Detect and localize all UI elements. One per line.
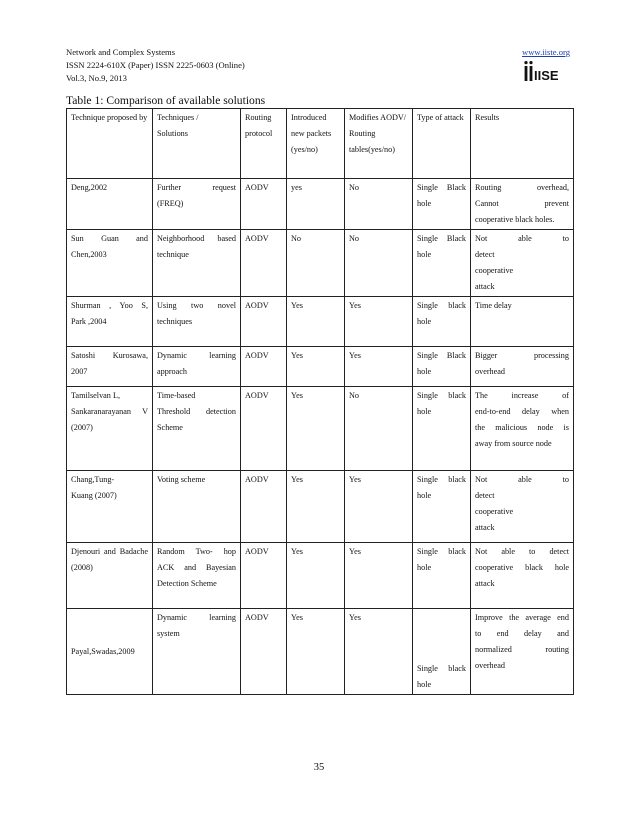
cell-text: hole: [417, 317, 432, 326]
cell-text: technique: [157, 250, 189, 259]
cell-text: Dynamic learning: [157, 613, 236, 622]
table-cell: [345, 347, 413, 387]
table-cell: [345, 297, 413, 347]
cell-text: Yes: [291, 475, 303, 484]
cell-text: Single black: [417, 547, 466, 556]
table-caption: Table 1: Comparison of available solutions: [66, 94, 266, 107]
cell-text: yes: [291, 183, 302, 192]
table-header-cell: [153, 109, 241, 179]
cell-text: Yes: [349, 301, 361, 310]
table-cell: [241, 543, 287, 609]
table-cell: [241, 347, 287, 387]
cell-text: the malicious node is: [475, 423, 569, 432]
cell-text: Scheme: [157, 423, 183, 432]
table-cell: [413, 347, 471, 387]
cell-text: Neighborhood based: [157, 234, 236, 243]
table-cell: [241, 471, 287, 543]
table-cell: [345, 179, 413, 230]
table-cell: [287, 297, 345, 347]
cell-text: Yes: [291, 391, 303, 400]
table-cell: [471, 347, 574, 387]
table-cell: [241, 297, 287, 347]
table-cell: [153, 230, 241, 297]
table-cell: [345, 471, 413, 543]
table-cell: [413, 179, 471, 230]
cell-text: tables(yes/no): [349, 145, 395, 154]
cell-text: Single black: [417, 301, 466, 310]
table-header-cell: [241, 109, 287, 179]
cell-text: (2008): [71, 563, 93, 572]
cell-text: Single black: [417, 475, 466, 484]
table-cell: [67, 230, 153, 297]
table-row: [67, 297, 574, 347]
table-cell: [413, 543, 471, 609]
cell-text: attack: [475, 523, 495, 532]
cell-text: hole: [417, 680, 432, 689]
cell-text: Routing: [245, 113, 272, 122]
cell-text: Shurman , Yoo S,: [71, 301, 148, 310]
cell-text: normalized routing: [475, 645, 569, 654]
cell-text: Detection Scheme: [157, 579, 217, 588]
table-cell: [287, 471, 345, 543]
cell-text: Yes: [349, 613, 361, 622]
cell-text: cooperative black holes.: [475, 215, 555, 224]
cell-text: Sun Guan and: [71, 234, 148, 243]
table-cell: [67, 297, 153, 347]
table-cell: [345, 543, 413, 609]
table-cell: [413, 387, 471, 471]
cell-text: Single Black: [417, 234, 466, 243]
cell-text: system: [157, 629, 180, 638]
cell-text: Deng,2002: [71, 183, 108, 192]
cell-text: No: [291, 234, 302, 243]
table-cell: [153, 609, 241, 695]
table-cell: [241, 609, 287, 695]
cell-text: protocol: [245, 129, 273, 138]
table-cell: [153, 471, 241, 543]
journal-url-link[interactable]: www.iiste.org: [522, 47, 570, 57]
cell-text: (FREQ): [157, 199, 184, 208]
table-cell: [241, 230, 287, 297]
table-cell: [287, 347, 345, 387]
cell-text: AODV: [245, 391, 269, 400]
cell-text: away from source node: [475, 439, 552, 448]
table-cell: [153, 179, 241, 230]
table-cell: [345, 230, 413, 297]
cell-text: Using two novel: [157, 301, 236, 310]
table-header-cell: [471, 109, 574, 179]
table-cell: [471, 471, 574, 543]
cell-text: Chang,Tung-: [71, 475, 115, 484]
cell-text: Yes: [349, 475, 361, 484]
table-row: [67, 387, 574, 471]
table-cell: [413, 230, 471, 297]
table-cell: [287, 543, 345, 609]
cell-text: ACK and Bayesian: [157, 563, 236, 572]
cell-text: Time-based: [157, 391, 196, 400]
cell-text: AODV: [245, 351, 269, 360]
cell-text: No: [349, 234, 360, 243]
cell-text: Techniques /: [157, 113, 199, 122]
cell-text: (2007): [71, 423, 93, 432]
cell-text: techniques: [157, 317, 193, 326]
cell-text: Satoshi Kurosawa,: [71, 351, 148, 360]
cell-text: Kuang (2007): [71, 491, 117, 500]
table-header-cell: [287, 109, 345, 179]
journal-name: Network and Complex Systems: [66, 47, 176, 57]
cell-text: Park ,2004: [71, 317, 107, 326]
table-cell: [153, 347, 241, 387]
table-cell: [471, 543, 574, 609]
cell-text: Introduced: [291, 113, 327, 122]
page-header: [66, 46, 574, 85]
cell-text: Bigger processing: [475, 351, 569, 360]
table-cell: [413, 297, 471, 347]
cell-text: Voting scheme: [157, 475, 206, 484]
cell-text: Random Two- hop: [157, 547, 236, 556]
cell-text: Threshold detection: [157, 407, 236, 416]
page-number: 35: [313, 762, 325, 773]
cell-text: hole: [417, 367, 432, 376]
cell-text: Not able to: [475, 475, 569, 484]
table-cell: [241, 179, 287, 230]
cell-text: Cannot prevent: [475, 199, 569, 208]
table-cell: [471, 297, 574, 347]
cell-text: attack: [475, 579, 495, 588]
cell-text: new packets: [291, 129, 332, 138]
cell-text: 2007: [71, 367, 88, 376]
cell-text: Solutions: [157, 129, 188, 138]
cell-text: Routing overhead,: [475, 183, 569, 192]
cell-text: attack: [475, 282, 495, 291]
cell-text: Yes: [291, 547, 303, 556]
volume-line: Vol.3, No.9, 2013: [66, 73, 127, 83]
table-row: [67, 609, 574, 695]
table-row: [67, 230, 574, 297]
table-header-cell: [413, 109, 471, 179]
cell-text: Single Black: [417, 183, 466, 192]
cell-text: Technique proposed by: [71, 113, 148, 122]
table-row: [67, 179, 574, 230]
cell-text: The increase of: [475, 391, 569, 400]
cell-text: to end delay and: [475, 629, 569, 638]
table-cell: [153, 387, 241, 471]
cell-text: Yes: [291, 613, 303, 622]
cell-text: Further request: [157, 183, 236, 192]
logo-text: IISE: [534, 68, 559, 83]
cell-text: cooperative: [475, 507, 514, 516]
cell-text: detect: [475, 491, 495, 500]
cell-text: No: [349, 183, 360, 192]
cell-text: Routing: [349, 129, 376, 138]
cell-text: Yes: [291, 351, 303, 360]
cell-text: overhead: [475, 661, 506, 670]
cell-text: Chen,2003: [71, 250, 107, 259]
cell-text: hole: [417, 407, 432, 416]
cell-text: AODV: [245, 183, 269, 192]
cell-text: Single black: [417, 664, 466, 673]
cell-text: hole: [417, 250, 432, 259]
table-row: [67, 471, 574, 543]
table-cell: [413, 471, 471, 543]
cell-text: Sankaranarayanan V: [71, 407, 148, 416]
cell-text: AODV: [245, 547, 269, 556]
cell-text: Results: [475, 113, 500, 122]
cell-text: AODV: [245, 475, 269, 484]
cell-text: Single Black: [417, 351, 466, 360]
cell-text: Yes: [291, 301, 303, 310]
table-cell: [287, 179, 345, 230]
cell-text: Yes: [349, 547, 361, 556]
table-header-cell: [345, 109, 413, 179]
table-cell: [241, 387, 287, 471]
cell-text: Dynamic learning: [157, 351, 236, 360]
cell-text: Modifies AODV/: [349, 113, 407, 122]
table-cell: [287, 230, 345, 297]
cell-text: Payal,Swadas,2009: [71, 646, 135, 656]
cell-text: No: [349, 391, 360, 400]
table-cell: [471, 230, 574, 297]
cell-text: Not able to: [475, 234, 569, 243]
table-cell: [153, 543, 241, 609]
cell-text: Single black: [417, 391, 466, 400]
cell-text: Yes: [349, 351, 361, 360]
cell-text: Improve the average end: [475, 613, 569, 622]
table-cell: [413, 609, 471, 695]
cell-text: hole: [417, 491, 432, 500]
cell-text: hole: [417, 199, 432, 208]
cell-text: AODV: [245, 234, 269, 243]
cell-text: approach: [157, 367, 188, 376]
table-row: [67, 543, 574, 609]
cell-text: cooperative black hole: [475, 563, 569, 572]
table-cell: [67, 543, 153, 609]
table-cell: [153, 297, 241, 347]
cell-text: Djenouri and Badache: [71, 547, 148, 556]
table-header-row: [67, 109, 574, 179]
cell-text: Type of attack: [417, 113, 464, 122]
table-cell: [67, 387, 153, 471]
table-cell: [471, 387, 574, 471]
table-row: [67, 347, 574, 387]
cell-text: Time delay: [475, 301, 512, 310]
issn-line: ISSN 2224-610X (Paper) ISSN 2225-0603 (Online): [66, 60, 245, 70]
table-cell: [67, 179, 153, 230]
cell-text: AODV: [245, 613, 269, 622]
cell-text: detect: [475, 250, 495, 259]
cell-text: hole: [417, 563, 432, 572]
cell-text: Not able to detect: [475, 547, 569, 556]
table-cell: [345, 609, 413, 695]
table-cell: [471, 609, 574, 695]
comparison-table: [66, 108, 574, 695]
table-cell: [67, 609, 153, 695]
table-cell: [67, 471, 153, 543]
table-header-cell: [67, 109, 153, 179]
cell-text: cooperative: [475, 266, 514, 275]
table-cell: [345, 387, 413, 471]
cell-text: overhead: [475, 367, 506, 376]
table-cell: [287, 609, 345, 695]
table-cell: [287, 387, 345, 471]
cell-text: AODV: [245, 301, 269, 310]
iiste-logo: [523, 60, 559, 84]
table-cell: [67, 347, 153, 387]
table-cell: [471, 179, 574, 230]
cell-text: (yes/no): [291, 145, 318, 154]
cell-text: end-to-end delay when: [475, 407, 569, 416]
cell-text: Tamilselvan L,: [71, 391, 120, 400]
